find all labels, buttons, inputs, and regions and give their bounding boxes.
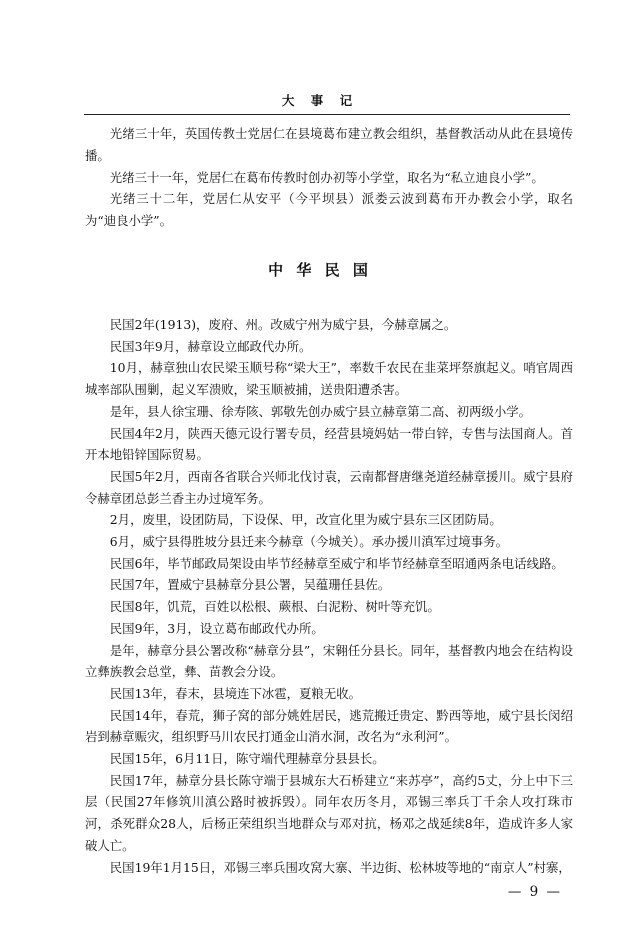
entry-paragraph: 民国9年，3月，设立葛布邮政代办所。 (109, 620, 324, 636)
section-title: 中 华 民 国 (268, 261, 372, 279)
entry-paragraph: 民国17年，赫章分县长陈守端于县城东大石桥建立“来苏亭”，高约5丈，分上中下三层（民国27年修筑川滇公路时被拆毁）。同年农历冬月，邓锡三率兵丁千余人攻打珠市河，杀死群众28人，后杨正荣组织当地群众与邓对抗，杨邓之战延续8年，造成许多人家破人亡。 (85, 772, 573, 853)
entry-paragraph: 是年，县人徐宝珊、徐寿陔、郭敬先创办威宁县立赫章第二高、初两级小学。 (109, 403, 532, 419)
header-rule (84, 114, 570, 115)
qing-dynasty-entries (85, 123, 573, 232)
entry-paragraph: 是年，赫章分县公署改称“赫章分县”，宋翱任分县长。同年，基督教内地会在结构设立彝族教会总堂，彝、苗教会分设。 (85, 642, 573, 680)
entry-paragraph: 民国15年，6月11日，陈守端代理赫章分县县长。 (109, 751, 385, 767)
entry-paragraph: 民国14年，春荒，狮子窝的部分姚姓居民，逃荒搬迁贵定、黔西等地，威宁县长闵绍岩到赫章赈灾，组织野马川农民打通金山消水洞，改名为“永利河”。 (85, 707, 573, 745)
republic-era-entries (85, 314, 573, 878)
entry-paragraph: 光绪三十一年，党居仁在葛布传教时创办初等小学堂，取名为“私立迪良小学”。 (109, 169, 544, 185)
entry-paragraph: 光绪三十年，英国传教士党居仁在县境葛布建立教会组织，基督教活动从此在县境传播。 (85, 126, 573, 163)
entry-paragraph: 民国3年9月，赫章设立邮政代办所。 (109, 338, 312, 354)
entry-paragraph: 民国19年1月15日，邓锡三率兵围攻窝大寨、半边街、松林坡等地的“南京人”村寨， (109, 859, 571, 875)
entry-paragraph: 2月，废里，设团防局，下设保、甲，改宣化里为威宁县东三区团防局。 (109, 512, 502, 528)
entry-paragraph: 民国4年2月，陕西天德元设行署专员，经营县境妈姑一带白锌，专售与法国商人。首开本地铅锌国际贸易。 (85, 425, 573, 463)
page-number: — 9 — (507, 884, 562, 900)
entry-paragraph: 6月，威宁县得胜坡分县迁来今赫章（今城关）。承办援川滇军过境事务。 (109, 534, 508, 550)
running-header: 大 事 记 (281, 93, 359, 108)
entry-paragraph: 10月，赫章独山农民梁玉顺号称“梁大王”，率数千农民在韭菜坪祭旗起义。哨官周西城率部队围剿，起义军溃败，梁玉顺被捕，送贵阳遭杀害。 (85, 360, 573, 398)
entry-paragraph: 民国13年，春末，县境连下冰雹，夏粮无收。 (109, 685, 361, 701)
entry-paragraph: 民国6年，毕节邮政局架设由毕节经赫章至威宁和毕节经赫章至昭通两条电话线路。 (109, 555, 564, 571)
entry-paragraph: 民国7年，置威宁县赫章分县公署，吴蕴珊任县佐。 (109, 577, 391, 593)
entry-paragraph: 民国8年，饥荒，百姓以松根、蕨根、白泥粉、树叶等充饥。 (109, 599, 440, 615)
entry-paragraph: 民国2年(1913)，废府、州。改威宁州为威宁县，今赫章属之。 (109, 317, 457, 332)
entry-paragraph: 民国5年2月，西南各省联合兴师北伐讨袁，云南都督唐继尧道经赫章援川。威宁县府令赫章团总彭兰香主办过境军务。 (85, 468, 573, 506)
entry-paragraph: 光绪三十二年，党居仁从安平（今平坝县）派娄云波到葛布开办教会小学，取名为“迪良小学”。 (85, 191, 573, 229)
